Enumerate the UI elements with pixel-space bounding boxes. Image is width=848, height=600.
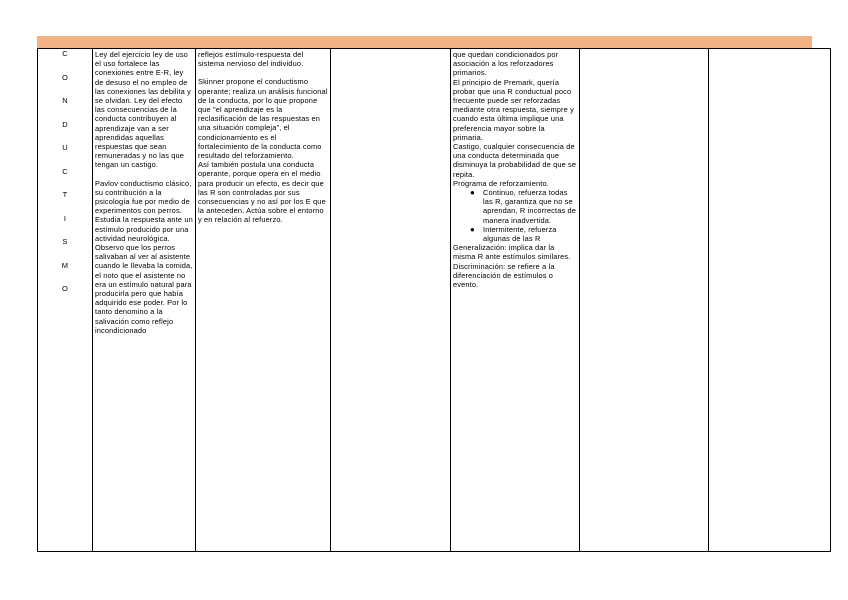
bullet-icon: ● [470,224,475,234]
punishment-paragraph: Castigo, cualquier consecuencia de una conducta determinada que disminuya la probabilidad de que se repita. [453,142,577,179]
title-letter: U [62,143,68,152]
schedule-heading: Programa de reforzamiento. [453,178,549,188]
empty-cell [709,49,831,552]
schedule-list [453,188,577,243]
title-letter: T [62,190,68,199]
pavlov-paragraph: Pavlov conductismo clásico, su contribución a la psicología fue por medio de experimentos con perros. Estudia la respuesta ante un estímulo producido por una actividad neurológica. Observo que los perros salivaban al ver al asistente cuando le llevaba la comida, el noto que el asistente no era un estímulo natural para producirla pero que había adquirido ese poder. Por lo tanto denomino a la salivación como reflejo incondicionado [95,178,193,335]
skinner-cell [196,49,331,552]
empty-cell [331,49,451,552]
title-letter: I [63,213,67,223]
reinforcement-cell [451,49,580,552]
title-letter: O [62,284,68,293]
reflex-paragraph: reflejos estímulo-respuesta del sistema nervioso del individuo. [198,50,304,69]
empty-cell [580,49,709,552]
table-header-band [37,36,812,48]
title-letter: M [61,260,69,270]
table-row [38,49,831,552]
title-letter: N [62,96,68,105]
vertical-title-cell [38,49,93,552]
title-letter: C [62,49,68,58]
premack-paragraph: El principio de Premark, quería probar que una R conductual poco frecuente puede ser reforzadas mediante otra respuesta, siempre y cuando esta última implique una preferencia mayor sobre la primaria. [453,77,574,142]
thorndike-laws-paragraph: Ley del ejercicio ley de uso el uso fortalece las conexiones entre E-R, ley de desuso el no empleo de las conexiones las debilita y se olvidan. Ley del efecto las consecuencias de la conducta contribuyen al aprendizaje van a ser aprendidas aquellas respuestas que sean remuneradas y no las que tengan un castigo. [95,50,191,170]
operant-paragraph: Así también postula una conducta operante, porque opera en el medio para producir un efecto, es decir que las R son controladas por sus consecuencias y no así por los E que la anteceden. Actúa sobre el entorno y en relación al refuerzo. [198,160,326,225]
title-letter: D [62,119,68,129]
conductismo-table [37,48,831,552]
bullet-icon: ● [470,188,475,198]
discrimination-paragraph: Discriminación: se refiere a la diferenciación de estímulos o evento. [453,261,555,290]
laws-pavlov-cell [93,49,196,552]
list-item: ● Continuo, refuerza todas las R, garantiza que no se aprendan, R incorrectas de manera inadvertida. [470,188,577,225]
title-letter: S [62,237,68,246]
title-letter: C [62,166,68,176]
generalization-paragraph: Generalización: implica dar la misma R ante estímulos similares. [453,243,571,262]
conditioned-reinforcers-paragraph: que quedan condicionados por asociación a los reforzadores primarios. [453,50,559,78]
skinner-paragraph: Skinner propone el conductismo operante; realiza un análisis funcional de la conducta, por lo que propone que "el aprendizaje es la reclasificación de las respuestas en una situación compleja", el condicionamiento es el fortalecimiento de la conducta como resultado del reforzamiento. [198,77,328,161]
list-item: ● Intermitente, refuerza algunas de las R [470,224,557,244]
title-letter: O [62,72,68,82]
